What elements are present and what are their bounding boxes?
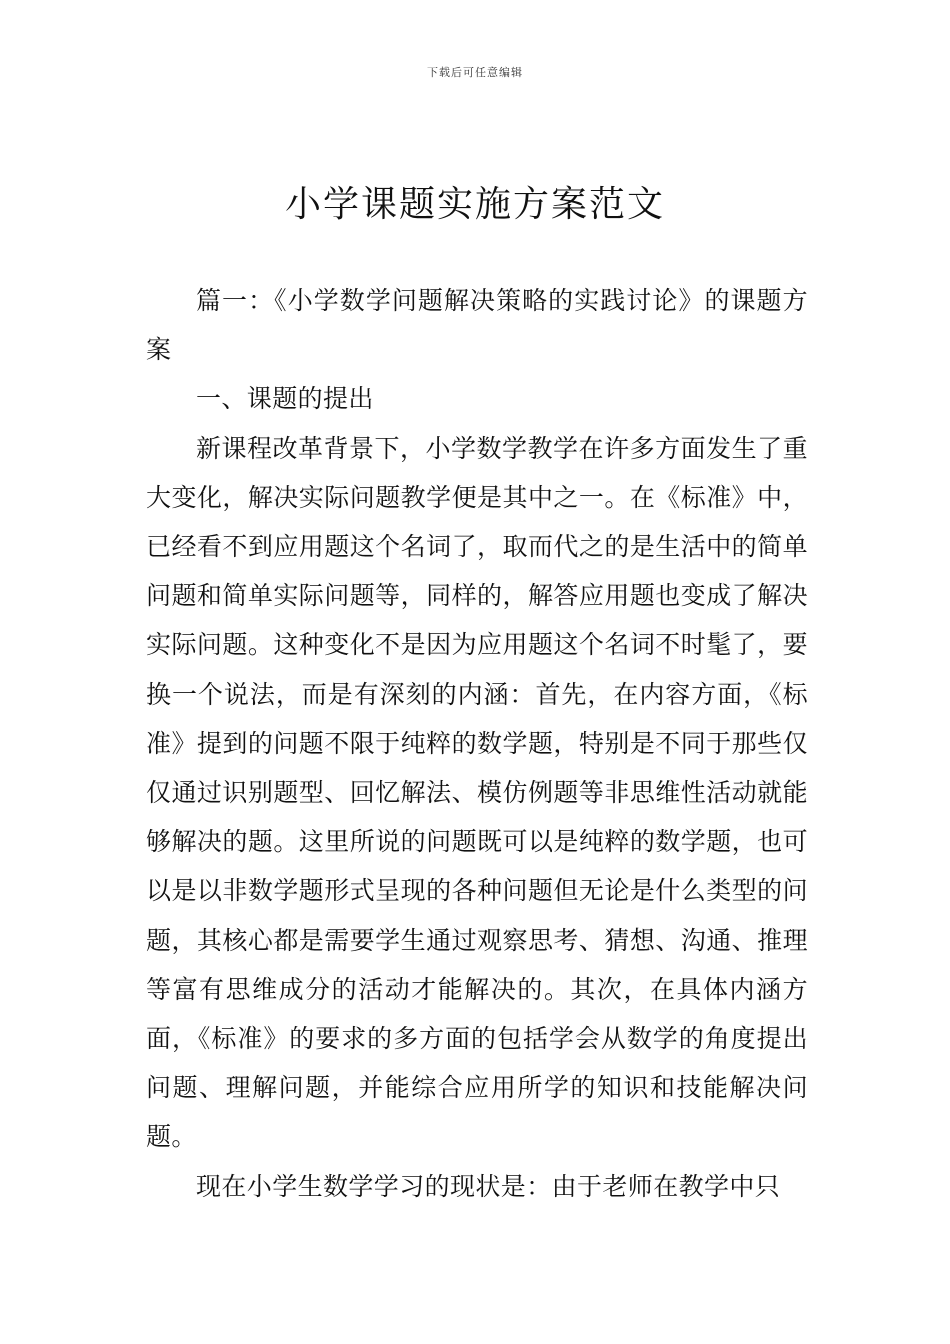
document-body	[146, 276, 808, 1211]
paragraph-part-heading: 篇一：《小学数学问题解决策略的实践讨论》的课题方案	[146, 286, 808, 365]
paragraph-body: 现在小学生数学学习的现状是：由于老师在教学中只	[196, 1171, 781, 1201]
page-header-note: 下载后可任意编辑	[427, 66, 523, 79]
document-title: 小学课题实施方案范文	[284, 184, 665, 225]
paragraph-body: 新课程改革背景下，小学数学教学在许多方面发生了重大变化，解决实际问题教学便是其中之一。在《标准》中，已经看不到应用题这个名词了，取而代之的是生活中的简单问题和简单实际问题等，同样的，解答应用题也变成了解决实际问题。这种变化不是因为应用题这个名词不时髦了，要换一个说法，而是有深刻的内涵：首先，在内容方面，《标准》提到的问题不限于纯粹的数学题，特别是不同于那些仅仅通过识别题型、回忆解法、模仿例题等非思维性活动就能够解决的题。这里所说的问题既可以是纯粹的数学题，也可以是以非数学题形式呈现的各种问题但无论是什么类型的问题，其核心都是需要学生通过观察思考、猜想、沟通、推理等富有思维成分的活动才能解决的。其次，在具体内涵方面，《标准》的要求的多方面的包括学会从数学的角度提出问题、理解问题，并能综合应用所学的知识和技能解决问题。	[146, 433, 808, 1152]
paragraph-section-heading: 一、课题的提出	[196, 384, 374, 414]
